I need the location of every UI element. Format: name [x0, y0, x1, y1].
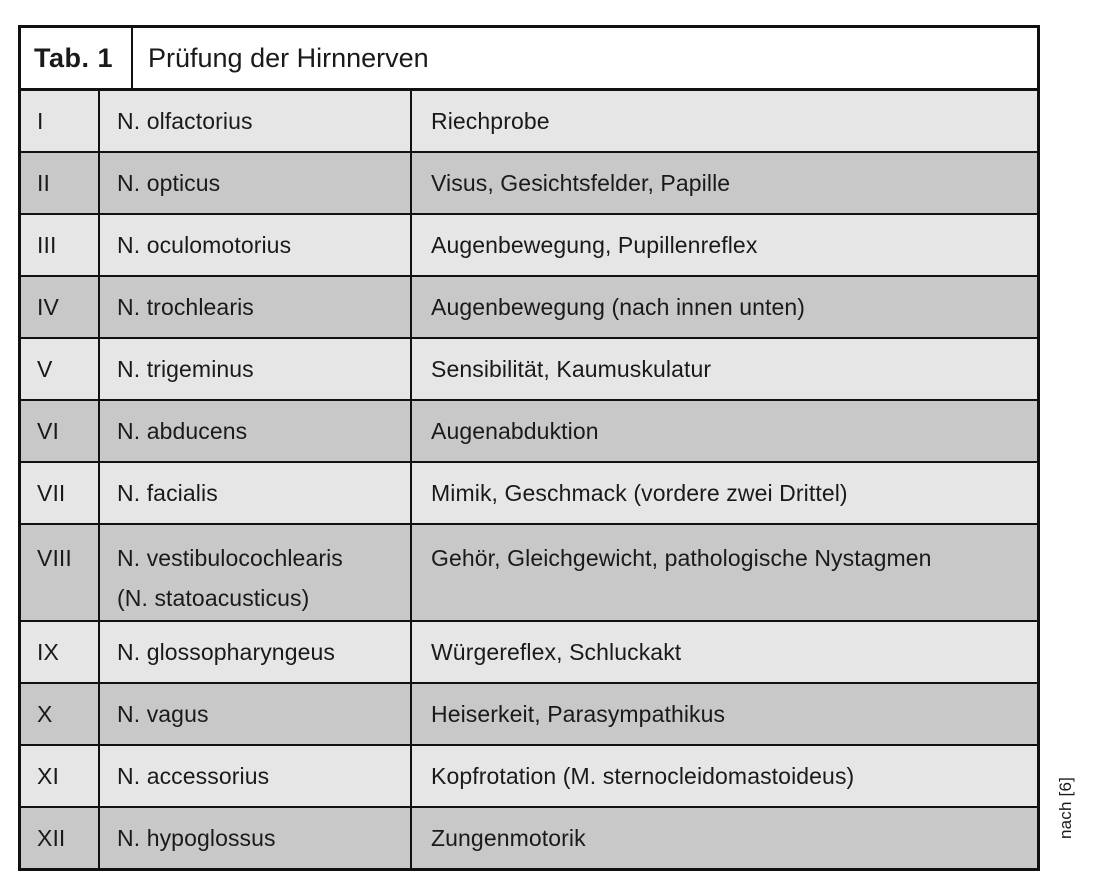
- table-row: [21, 277, 1037, 339]
- nerve-name-cell: [100, 525, 412, 620]
- nerve-name-cell: [100, 153, 412, 213]
- nerve-test-cell: Würgereflex, Schluckakt: [431, 639, 682, 665]
- nerve-name-line1: N. opticus: [117, 170, 221, 196]
- table-row: [21, 622, 1037, 684]
- table-row: [21, 153, 1037, 215]
- nerve-name-line1: N. facialis: [117, 480, 218, 506]
- nerve-name-line1: N. accessorius: [117, 763, 270, 789]
- nerve-number-cell: X: [21, 684, 100, 744]
- nerve-name-cell: [100, 463, 412, 523]
- nerve-test-cell: Mimik, Geschmack (vordere zwei Drittel): [431, 480, 848, 506]
- nerve-test-cell: Augenbewegung (nach innen unten): [431, 294, 806, 320]
- nerve-number-cell: VI: [21, 401, 100, 461]
- nerve-name-cell: [100, 215, 412, 275]
- nerve-name-cell: [100, 684, 412, 744]
- table-body: [21, 91, 1037, 868]
- nerve-number-cell: VII: [21, 463, 100, 523]
- nerve-number-cell: II: [21, 153, 100, 213]
- nerve-test-cell: Zungenmotorik: [431, 825, 586, 851]
- nerve-name-cell: [100, 401, 412, 461]
- nerve-name-cell: [100, 91, 412, 151]
- nerve-number-cell: XI: [21, 746, 100, 806]
- table-row: [21, 91, 1037, 153]
- table-row: [21, 401, 1037, 463]
- cranial-nerves-table: [18, 25, 1040, 871]
- nerve-name-cell: [100, 622, 412, 682]
- table-title: Prüfung der Hirnnerven: [148, 42, 429, 73]
- nerve-name-line1: N. hypoglossus: [117, 825, 276, 851]
- nerve-name-cell: [100, 808, 412, 868]
- nerve-test-cell: Kopfrotation (M. sternocleidomastoideus): [431, 763, 855, 789]
- nerve-test-cell: Augenabduktion: [431, 418, 599, 444]
- table-row: [21, 463, 1037, 525]
- nerve-test-cell: Gehör, Gleichgewicht, pathologische Nystagmen: [431, 545, 932, 571]
- nerve-test-cell: Visus, Gesichtsfelder, Papille: [431, 170, 731, 196]
- nerve-name-line1: N. abducens: [117, 418, 248, 444]
- table-row: [21, 684, 1037, 746]
- nerve-number-cell: III: [21, 215, 100, 275]
- nerve-number-cell: VIII: [21, 525, 100, 620]
- nerve-name-cell: [100, 339, 412, 399]
- nerve-test-cell: Riechprobe: [431, 108, 550, 134]
- nerve-name-line1: N. olfactorius: [117, 108, 253, 134]
- table-tag: Tab. 1: [21, 28, 133, 88]
- nerve-name-cell: [100, 277, 412, 337]
- nerve-number-cell: IX: [21, 622, 100, 682]
- nerve-name-line1: N. trochlearis: [117, 294, 254, 320]
- table-row: [21, 215, 1037, 277]
- nerve-number-cell: IV: [21, 277, 100, 337]
- nerve-test-cell: Heiserkeit, Parasympathikus: [431, 701, 726, 727]
- table-row: [21, 808, 1037, 868]
- nerve-name-line1: N. vagus: [117, 701, 209, 727]
- table-row: [21, 746, 1037, 808]
- nerve-name-cell: [100, 746, 412, 806]
- nerve-name-line2: (N. statoacusticus): [117, 585, 310, 611]
- nerve-name-line1: N. vestibulocochlearis: [117, 545, 343, 571]
- nerve-number-cell: I: [21, 91, 100, 151]
- table-row: [21, 339, 1037, 401]
- source-citation: nach [6]: [1056, 776, 1075, 840]
- nerve-name-line1: N. glossopharyngeus: [117, 639, 335, 665]
- table-row: [21, 525, 1037, 622]
- nerve-name-line1: N. trigeminus: [117, 356, 254, 382]
- nerve-test-cell: Sensibilität, Kaumuskulatur: [431, 356, 712, 382]
- nerve-number-cell: V: [21, 339, 100, 399]
- nerve-name-line1: N. oculomotorius: [117, 232, 292, 258]
- table-header: [21, 28, 1037, 91]
- nerve-number-cell: XII: [21, 808, 100, 868]
- nerve-test-cell: Augenbewegung, Pupillenreflex: [431, 232, 758, 258]
